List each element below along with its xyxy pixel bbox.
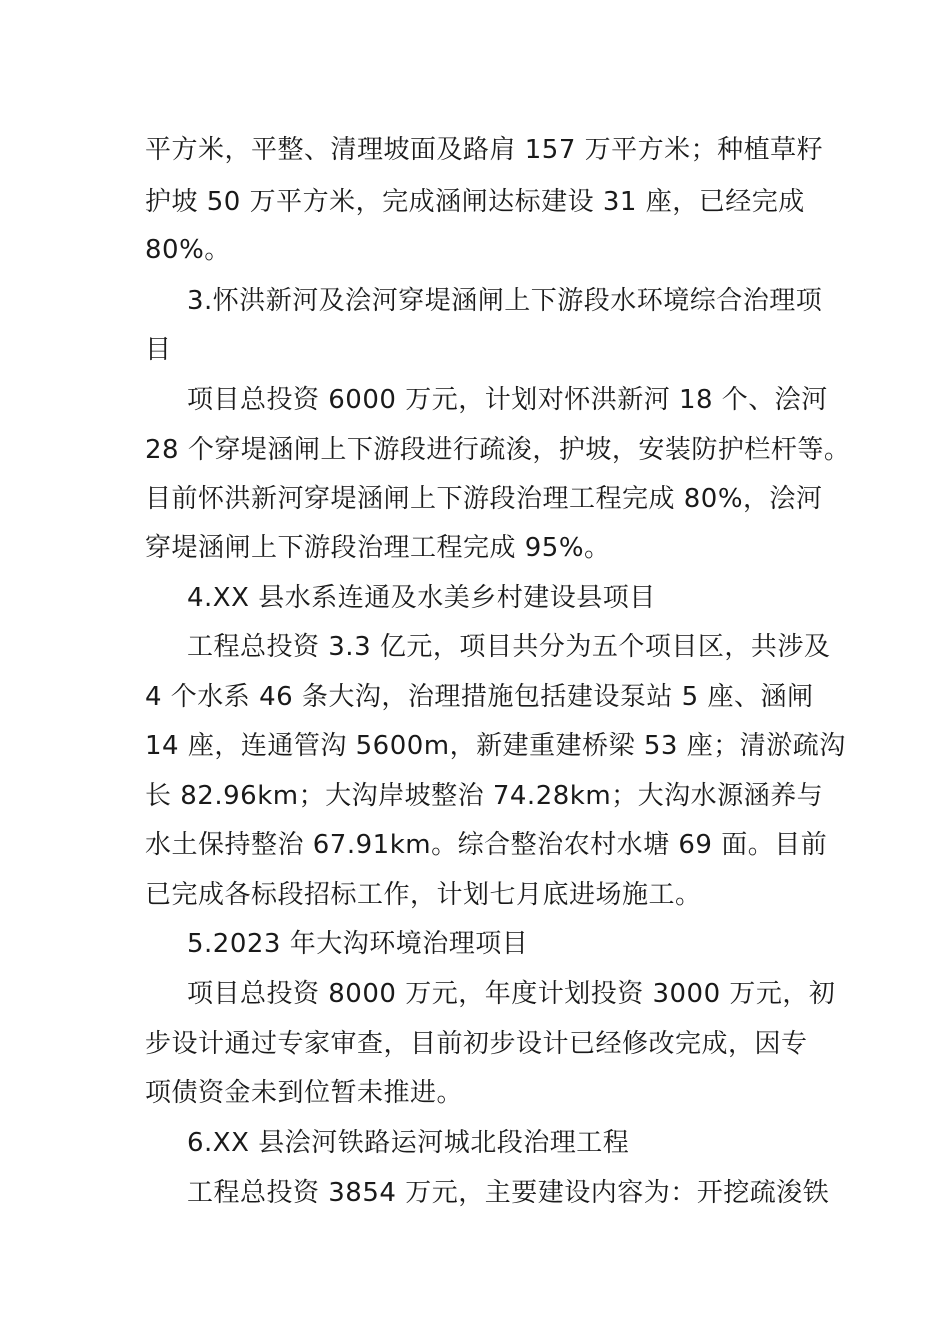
text-line: 穿堤涵闸上下游段治理工程完成 95%。 (145, 533, 611, 563)
section-heading-continuation: 目 (145, 335, 172, 365)
text-line: 平方米，平整、清理坡面及路肩 157 万平方米；种植草籽 (145, 135, 824, 165)
text-line: 80%。 (145, 235, 231, 265)
text-line: 项目总投资 6000 万元，计划对怀洪新河 18 个、浍河 (187, 385, 828, 415)
text-line: 工程总投资 3854 万元，主要建设内容为：开挖疏浚铁 (187, 1178, 830, 1208)
text-line: 4 个水系 46 条大沟，治理措施包括建设泵站 5 座、涵闸 (145, 682, 814, 712)
text-line: 护坡 50 万平方米，完成涵闸达标建设 31 座，已经完成 (145, 187, 805, 217)
section-heading: 4.XX 县水系连通及水美乡村建设县项目 (187, 583, 656, 613)
text-line: 步设计通过专家审查，目前初步设计已经修改完成，因专 (145, 1029, 808, 1059)
text-line: 已完成各标段招标工作，计划七月底进场施工。 (145, 880, 702, 910)
text-line: 长 82.96km；大沟岸坡整治 74.28km；大沟水源涵养与 (145, 781, 824, 811)
section-heading: 3.怀洪新河及浍河穿堤涵闸上下游段水环境综合治理项 (187, 286, 823, 316)
text-line: 14 座，连通管沟 5600m，新建重建桥梁 53 座；清淤疏沟 (145, 731, 846, 761)
text-line: 目前怀洪新河穿堤涵闸上下游段治理工程完成 80%，浍河 (145, 484, 823, 514)
text-line: 水土保持整治 67.91km。综合整治农村水塘 69 面。目前 (145, 830, 828, 860)
section-heading: 6.XX 县浍河铁路运河城北段治理工程 (187, 1128, 630, 1158)
section-heading: 5.2023 年大沟环境治理项目 (187, 929, 529, 959)
text-line: 项目总投资 8000 万元，年度计划投资 3000 万元，初 (187, 979, 836, 1009)
text-line: 工程总投资 3.3 亿元，项目共分为五个项目区，共涉及 (187, 632, 831, 662)
text-line: 28 个穿堤涵闸上下游段进行疏浚，护坡，安装防护栏杆等。 (145, 435, 851, 465)
text-line: 项债资金未到位暂未推进。 (145, 1078, 464, 1108)
